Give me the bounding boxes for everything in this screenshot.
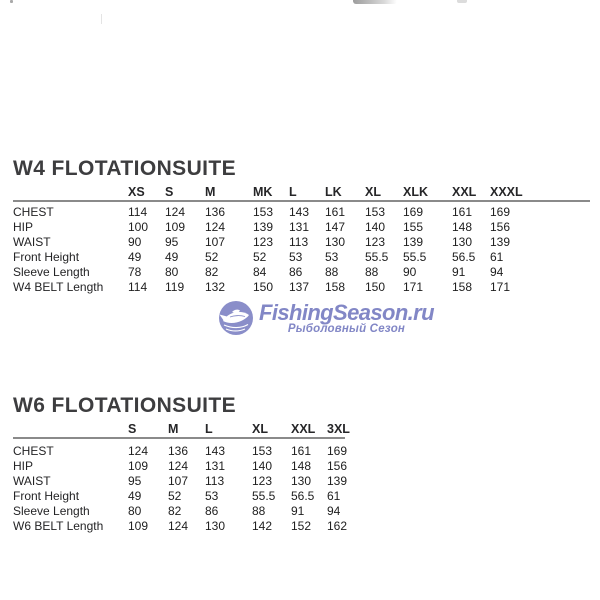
size-value-cell: 150 <box>365 279 386 294</box>
fishingseason-watermark <box>218 300 434 336</box>
size-value-cell: 140 <box>252 458 273 473</box>
size-value-cell: 139 <box>403 234 424 249</box>
cropped-image-remnant <box>10 0 13 3</box>
size-value-cell: 148 <box>452 219 473 234</box>
table-row <box>13 443 348 458</box>
size-column-header: S <box>128 422 137 436</box>
watermark-text-block <box>259 301 434 336</box>
size-value-cell: 49 <box>128 249 142 264</box>
cropped-image-remnant <box>353 0 397 4</box>
size-value-cell: 119 <box>165 279 185 294</box>
row-label-column-header <box>13 199 128 200</box>
size-value-cell: 130 <box>205 518 226 533</box>
size-value-cell: 86 <box>205 503 219 518</box>
table-row <box>13 234 590 249</box>
size-value-cell: 90 <box>128 234 142 249</box>
size-value-cell: 136 <box>205 204 226 219</box>
row-label-column-header <box>13 436 128 437</box>
size-value-cell: 53 <box>289 249 303 264</box>
size-value-cell: 80 <box>165 264 179 279</box>
size-table-body <box>13 443 348 533</box>
size-table-header-row <box>13 422 350 439</box>
measurement-label: CHEST <box>13 443 54 458</box>
size-value-cell: 49 <box>165 249 179 264</box>
size-value-cell: 143 <box>205 443 226 458</box>
size-value-cell: 88 <box>252 503 266 518</box>
size-value-cell: 55.5 <box>403 249 427 264</box>
size-value-cell: 139 <box>490 234 511 249</box>
size-value-cell: 53 <box>205 488 219 503</box>
size-value-cell: 80 <box>128 503 142 518</box>
size-value-cell: 109 <box>165 219 186 234</box>
size-value-cell: 94 <box>490 264 504 279</box>
size-column-header: LK <box>325 185 342 199</box>
size-value-cell: 61 <box>490 249 504 264</box>
size-value-cell: 113 <box>289 234 309 249</box>
size-value-cell: 139 <box>253 219 274 234</box>
size-value-cell: 153 <box>252 443 273 458</box>
size-column-header: L <box>289 185 297 199</box>
size-value-cell: 56.5 <box>291 488 315 503</box>
size-value-cell: 139 <box>327 473 348 488</box>
size-value-cell: 155 <box>403 219 424 234</box>
table-row <box>13 219 590 234</box>
size-column-header: XLK <box>403 185 428 199</box>
size-value-cell: 55.5 <box>365 249 389 264</box>
size-value-cell: 131 <box>205 458 226 473</box>
size-value-cell: 124 <box>165 204 186 219</box>
size-value-cell: 123 <box>253 234 274 249</box>
size-value-cell: 156 <box>327 458 348 473</box>
measurement-label: CHEST <box>13 204 54 219</box>
size-column-header: MK <box>253 185 273 199</box>
size-value-cell: 95 <box>128 473 142 488</box>
size-value-cell: 124 <box>205 219 226 234</box>
measurement-label: Front Height <box>13 249 80 264</box>
size-value-cell: 150 <box>253 279 274 294</box>
measurement-label: HIP <box>13 458 34 473</box>
table-row <box>13 488 345 503</box>
size-column-header: S <box>165 185 174 199</box>
size-value-cell: 124 <box>168 458 189 473</box>
size-value-cell: 78 <box>128 264 142 279</box>
table-row <box>13 458 348 473</box>
size-value-cell: 91 <box>452 264 466 279</box>
size-value-cell: 109 <box>128 458 149 473</box>
size-value-cell: 132 <box>205 279 226 294</box>
measurement-label: WAIST <box>13 473 51 488</box>
size-value-cell: 82 <box>168 503 182 518</box>
size-value-cell: 152 <box>291 518 312 533</box>
size-value-cell: 143 <box>289 204 310 219</box>
size-value-cell: 82 <box>205 264 219 279</box>
size-column-header: XL <box>252 422 268 436</box>
size-value-cell: 137 <box>289 279 310 294</box>
size-column-header: XS <box>128 185 145 199</box>
size-value-cell: 90 <box>403 264 417 279</box>
measurement-label: HIP <box>13 219 34 234</box>
size-value-cell: 61 <box>327 488 341 503</box>
measurement-label: Sleeve Length <box>13 264 90 279</box>
size-value-cell: 161 <box>325 204 346 219</box>
size-value-cell: 140 <box>365 219 386 234</box>
size-value-cell: 130 <box>325 234 346 249</box>
size-column-header: M <box>205 185 216 199</box>
size-value-cell: 88 <box>365 264 379 279</box>
size-value-cell: 148 <box>291 458 312 473</box>
size-value-cell: 124 <box>128 443 149 458</box>
size-table-header-row <box>13 185 590 202</box>
size-value-cell: 107 <box>168 473 189 488</box>
size-value-cell: 153 <box>365 204 386 219</box>
size-value-cell: 158 <box>325 279 346 294</box>
size-value-cell: 88 <box>325 264 339 279</box>
size-value-cell: 56.5 <box>452 249 476 264</box>
size-column-header: XXXL <box>490 185 523 199</box>
size-value-cell: 162 <box>327 518 348 533</box>
fish-globe-icon <box>218 300 254 336</box>
size-value-cell: 107 <box>205 234 226 249</box>
size-value-cell: 84 <box>253 264 267 279</box>
watermark-subtitle-text: Рыболовный Сезон <box>287 322 406 335</box>
table-row <box>13 473 348 488</box>
size-value-cell: 91 <box>291 503 305 518</box>
size-value-cell: 131 <box>289 219 310 234</box>
measurement-label: Front Height <box>13 488 80 503</box>
size-value-cell: 156 <box>490 219 511 234</box>
size-value-cell: 114 <box>128 204 148 219</box>
size-value-cell: 171 <box>490 279 511 294</box>
size-value-cell: 169 <box>403 204 424 219</box>
size-column-header: XXL <box>291 422 316 436</box>
size-value-cell: 123 <box>252 473 273 488</box>
size-value-cell: 161 <box>291 443 312 458</box>
size-value-cell: 153 <box>253 204 274 219</box>
size-value-cell: 114 <box>128 279 148 294</box>
size-value-cell: 52 <box>205 249 219 264</box>
w6-size-table <box>13 422 350 533</box>
table-row <box>13 264 590 279</box>
size-value-cell: 109 <box>128 518 149 533</box>
size-value-cell: 113 <box>205 473 225 488</box>
size-value-cell: 142 <box>252 518 273 533</box>
w6-table-title: W6 FLOTATIONSUITE <box>13 394 237 417</box>
table-row <box>13 503 345 518</box>
size-column-header: L <box>205 422 213 436</box>
size-value-cell: 100 <box>128 219 149 234</box>
table-row <box>13 518 348 533</box>
size-value-cell: 95 <box>165 234 179 249</box>
size-value-cell: 124 <box>168 518 189 533</box>
size-value-cell: 169 <box>490 204 511 219</box>
size-value-cell: 147 <box>325 219 346 234</box>
table-row <box>13 249 590 264</box>
size-column-header: 3XL <box>327 422 350 436</box>
table-row <box>13 204 590 219</box>
size-value-cell: 130 <box>452 234 473 249</box>
measurement-label: W6 BELT Length <box>13 518 104 533</box>
table-row <box>13 279 590 294</box>
size-value-cell: 53 <box>325 249 339 264</box>
size-column-header: XXL <box>452 185 477 199</box>
size-table-body <box>13 204 590 294</box>
size-value-cell: 49 <box>128 488 142 503</box>
size-value-cell: 86 <box>289 264 303 279</box>
size-value-cell: 52 <box>168 488 182 503</box>
cropped-image-remnant <box>101 14 102 24</box>
w4-size-table <box>13 185 590 294</box>
measurement-label: WAIST <box>13 234 51 249</box>
size-value-cell: 158 <box>452 279 473 294</box>
size-value-cell: 171 <box>403 279 424 294</box>
size-value-cell: 130 <box>291 473 312 488</box>
size-value-cell: 52 <box>253 249 267 264</box>
measurement-label: Sleeve Length <box>13 503 90 518</box>
size-value-cell: 136 <box>168 443 189 458</box>
measurement-label: W4 BELT Length <box>13 279 104 294</box>
size-value-cell: 123 <box>365 234 386 249</box>
watermark-brand-text: FishingSeason.ru <box>259 299 434 325</box>
size-value-cell: 94 <box>327 503 341 518</box>
size-value-cell: 161 <box>452 204 473 219</box>
size-column-header: XL <box>365 185 381 199</box>
size-value-cell: 55.5 <box>252 488 276 503</box>
size-value-cell: 169 <box>327 443 348 458</box>
cropped-image-remnant <box>457 0 467 3</box>
w4-table-title: W4 FLOTATIONSUITE <box>13 157 237 180</box>
size-column-header: M <box>168 422 179 436</box>
w4-flotationsuite-section <box>13 157 590 294</box>
w6-flotationsuite-section <box>13 394 350 533</box>
